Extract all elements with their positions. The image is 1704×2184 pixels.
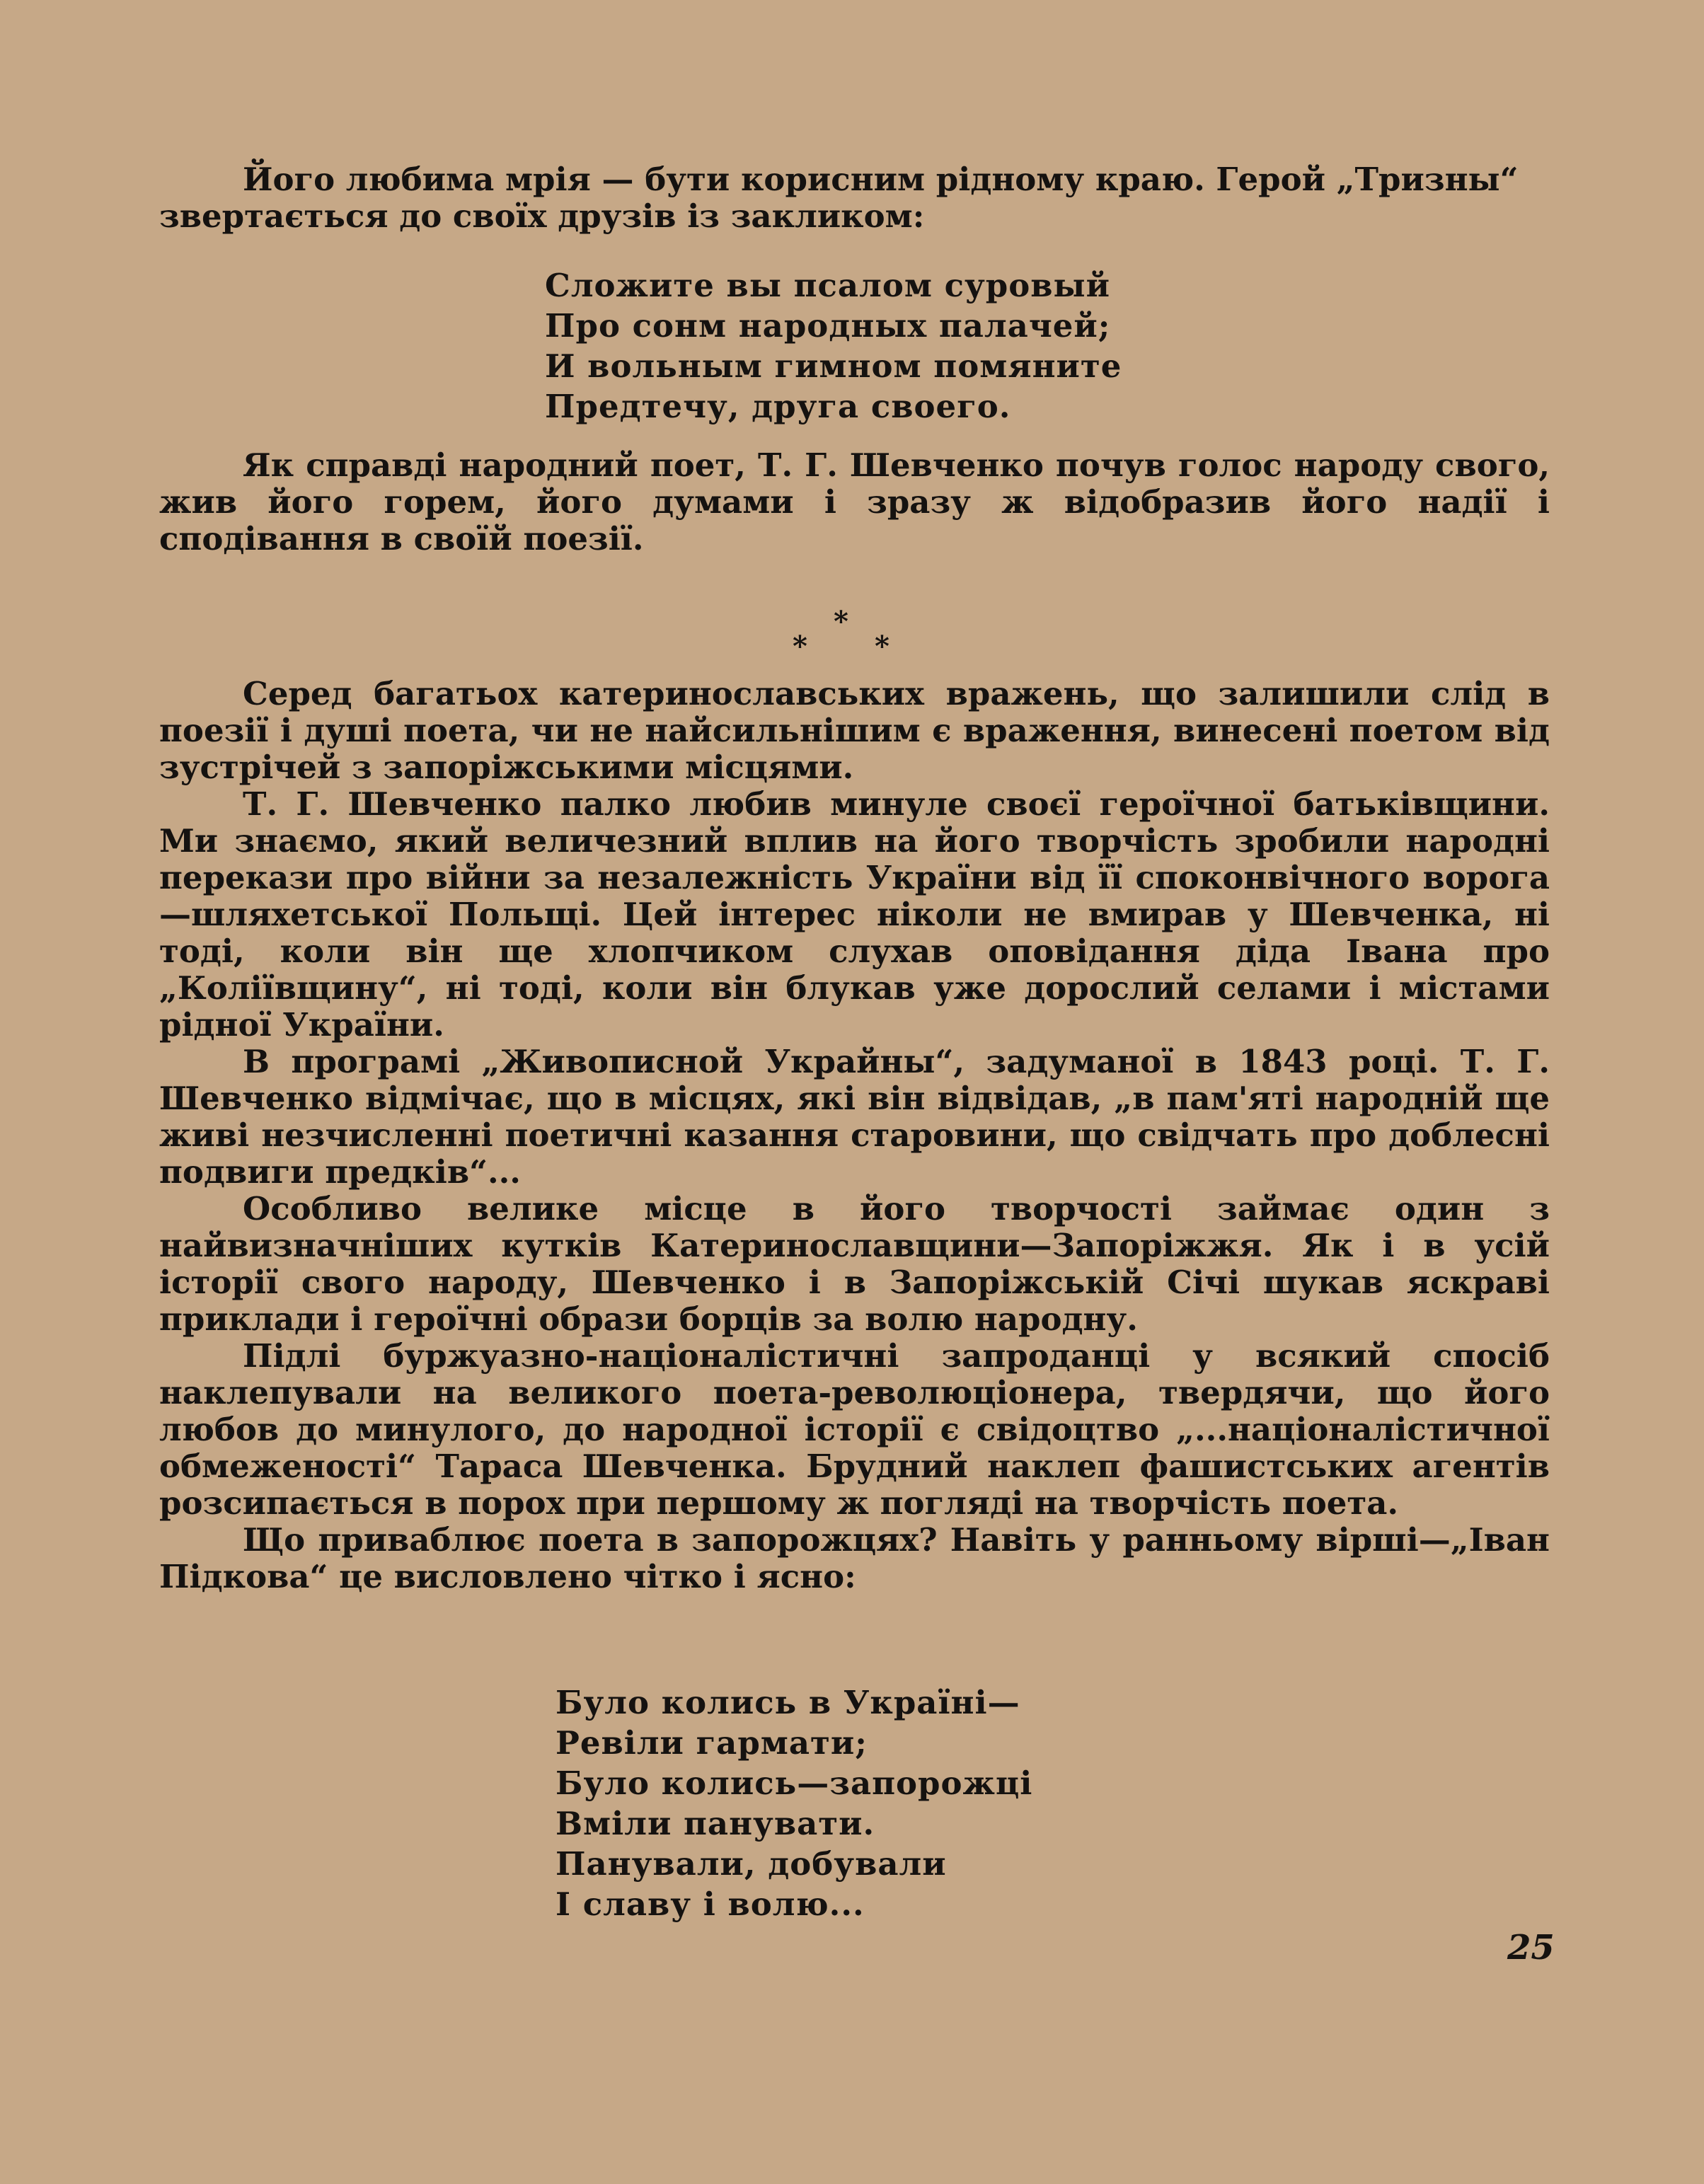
verse-line: И вольным гимном помяните (545, 347, 1122, 385)
separator-star: * (793, 630, 807, 663)
page-number: 25 (1507, 1928, 1555, 1968)
paragraph: Як справді народний поет, Т. Г. Шевченко почув голос народу свого, жив його горем, його думами і зразу ж відобразив його надії і сподівання в своїй поезії. (159, 446, 1550, 557)
main-text (159, 676, 1550, 1595)
verse-trizna (545, 265, 1122, 427)
section-separator (778, 605, 906, 661)
intro-line-2: звертається до своїх друзів із закликом: (159, 197, 925, 235)
verse-line: Панували, добували (555, 1845, 947, 1883)
intro-line-1: Його любима мрія — бути корисним рідному краю. Герой „Тризны“ (243, 161, 1519, 198)
paragraph: Серед багатьох катеринославських вражень, що залишили слід в поезії і душі поета, чи не найсильнішим є враження, винесені поетом від зустрічей з запоріжськими місцями. (159, 675, 1550, 786)
separator-star: * (834, 605, 848, 638)
verse-line: Предтечу, друга своего. (545, 388, 1011, 425)
paragraph: Підлі буржуазно-націоналістичні запроданці у всякий спосіб наклепували на великого поета-революціонера, твердячи, що його любов до минулого, до народної історії є свідоцтво „...націоналістичної обмеженості“ Тараса Шевченка. Брудний наклеп фашистських агентів розсипається в порох при першому ж погляді на творчість поета. (159, 1337, 1550, 1522)
separator-star: * (875, 630, 890, 663)
paragraph: Т. Г. Шевченко палко любив минуле своєї героїчної батьківщини. Ми знаємо, який величезний вплив на його творчість зробили народні перекази про війни за незалежність України від її споконвічного ворога—шляхетської Польщі. Цей інтерес ніколи не вмирав у Шевченка, ні тоді, коли він ще хлопчиком слухав оповідання діда Івана про „Коліївщину“, ні тоді, коли він блукав уже дорослий селами і містами рідної України. (159, 785, 1550, 1044)
verse-line: Було колись—запорожці (555, 1764, 1033, 1802)
verse-line: І славу і волю... (555, 1885, 865, 1923)
verse-line: Ревіли гармати; (555, 1724, 868, 1762)
verse-ivan-pidkova (555, 1682, 1032, 1924)
verse-line: Про сонм народных палачей; (545, 307, 1111, 345)
verse-line: Було колись в Україні— (555, 1684, 1020, 1721)
verse-line: Сложите вы псалом суровый (545, 267, 1111, 304)
after-verse-paragraph (159, 447, 1550, 557)
paragraph: Що приваблює поета в запорожцях? Навіть у ранньому вірші—„Іван Підкова“ це висловлено чітко і ясно: (159, 1521, 1550, 1595)
intro-text (159, 161, 1550, 235)
paragraph: Особливо велике місце в його творчості займає один з найвизначніших кутків Катеринославщини—Запоріжжя. Як і в усій історії свого народу, Шевченко і в Запоріжській Січі шукав яскраві приклади і героїчні образи борців за волю народну. (159, 1190, 1550, 1338)
verse-line: Вміли панувати. (555, 1805, 875, 1842)
paragraph: В програмі „Живописной Украйны“, задуманої в 1843 році. Т. Г. Шевченко відмічає, що в місцях, які він відвідав, „в пам'яті народній ще живі незчисленні поетичні казання старовини, що свідчать про доблесні подвиги предків“... (159, 1043, 1550, 1191)
